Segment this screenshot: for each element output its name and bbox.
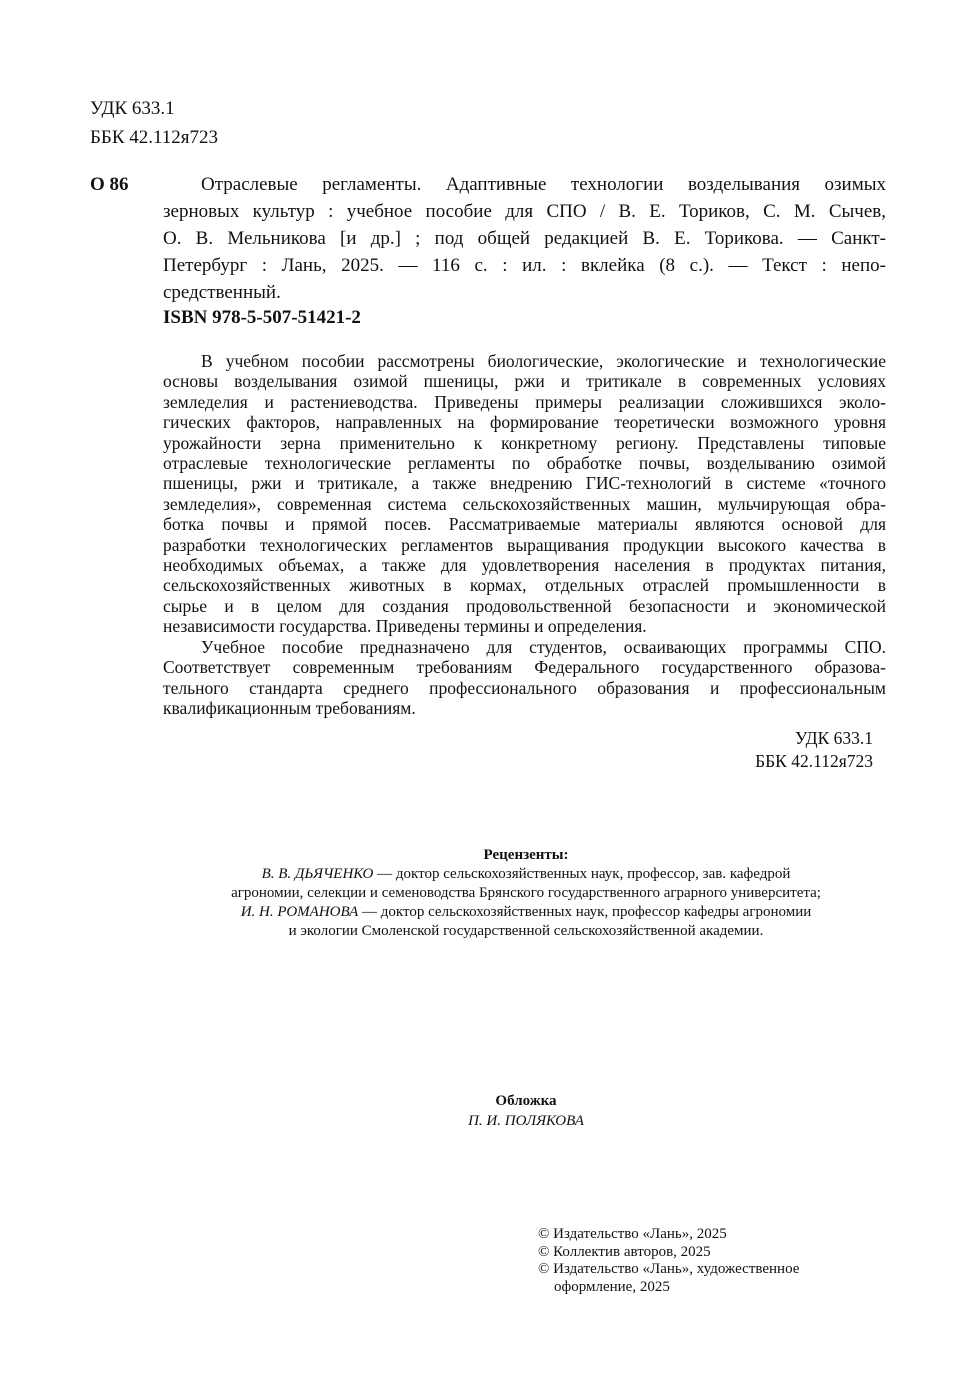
annotation-line: пшеницы, ржи и тритикале, а также внедрению ГИС-технологий в системе «точного: [163, 473, 886, 494]
udk-code: УДК 633.1: [795, 728, 873, 748]
reviewer-2: [0, 903, 976, 922]
top-classification-codes: [90, 94, 218, 152]
annotation-line: основы возделывания озимой пшеницы, ржи и тритикале в современных условиях: [163, 371, 886, 392]
bibliographic-description: [163, 171, 886, 306]
reviewer-1-description: — доктор сельскохозяйственных наук, профессор, зав. кафедрой: [373, 866, 791, 882]
copyright-line: оформление, 2025: [554, 1278, 670, 1295]
annotation-line: сельскохозяйственных животных в кормах, отдельных отраслей промышленности в: [163, 575, 886, 596]
annotation-line: В учебном пособии рассмотрены биологические, экологические и технологические: [201, 351, 886, 371]
copyright-line: © Коллектив авторов, 2025: [538, 1243, 711, 1260]
annotation-line: гических факторов, направленных на формирование теоретически возможного уровня: [163, 412, 886, 433]
annotation-line: ботка почвы и прямой посев. Рассматриваемые материалы являются основой для: [163, 514, 886, 535]
annotation-line: отраслевые технологические регламенты по обработке почвы, возделыванию озимой: [163, 453, 886, 474]
isbn: ISBN 978-5-507-51421-2: [163, 307, 361, 328]
copyright-notice: [538, 1226, 799, 1296]
reviewers-heading: Рецензенты:: [483, 847, 569, 863]
reviewer-2-name: И. Н. РОМАНОВА: [240, 904, 359, 920]
copyright-line: © Издательство «Лань», 2025: [538, 1226, 727, 1242]
annotation-line: тельного стандарта среднего профессионального образования и профессиональным: [163, 677, 886, 698]
bottom-classification-codes: [755, 727, 873, 773]
cover-credit: [0, 1091, 976, 1131]
biblio-line: О. В. Мельникова [и др.] ; под общей редакцией В. Е. Торикова. — Санкт-: [163, 228, 886, 249]
annotation-line: урожайности зерна применительно к конкретному региону. Представлены типовые: [163, 432, 886, 453]
annotation-line: квалификационным требованиям.: [163, 697, 416, 718]
reviewer-1-name: В. В. ДЬЯЧЕНКО: [261, 866, 374, 882]
biblio-line: Петербург : Лань, 2025. — 116 с. : ил. : вклейка (8 с.). — Текст : непо-: [163, 255, 886, 276]
reviewer-1: [0, 865, 976, 884]
biblio-line: Отраслевые регламенты. Адаптивные технологии возделывания озимых: [201, 174, 886, 195]
annotation-line: земледелия и растениеводства. Приведены примеры реализации сложившихся эколо-: [163, 391, 886, 412]
annotation-line: независимости государства. Приведены термины и определения.: [163, 616, 647, 637]
annotation-line: сырье и в целом для создания продовольственной безопасности и экономической: [163, 595, 886, 616]
cover-artist: П. И. ПОЛЯКОВА: [468, 1113, 584, 1129]
biblio-line: зерновых культур : учебное пособие для СПО / В. Е. Ториков, С. М. Сычев,: [163, 201, 886, 222]
cover-heading: Обложка: [495, 1093, 557, 1109]
annotation-line: необходимых объемах, а также для удовлетворения населения в продуктах питания,: [163, 555, 886, 576]
udk-code: УДК 633.1: [90, 98, 175, 119]
reviewer-2-description: — доктор сельскохозяйственных наук, профессор кафедры агрономии: [358, 904, 812, 920]
annotation-line: Учебное пособие предназначено для студентов, осваивающих программы СПО.: [201, 636, 886, 657]
annotation-line: разработки технологических регламентов выращивания продукции высокого качества в: [163, 534, 886, 555]
biblio-line: средственный.: [163, 282, 281, 303]
bbk-code: ББК 42.112я723: [755, 751, 873, 771]
bbk-code: ББК 42.112я723: [90, 127, 219, 148]
annotation-line: земледелия», современная система сельскохозяйственных машин, мульчирующая обра-: [163, 493, 886, 514]
annotation-line: Соответствует современным требованиям Федерального государственного образова-: [163, 657, 886, 678]
reviewer-2-affiliation: и экологии Смоленской государственной сельскохозяйственной академии.: [288, 923, 764, 939]
author-mark: О 86: [90, 174, 129, 195]
annotation: [163, 351, 886, 718]
reviewers-section: [0, 846, 976, 941]
copyright-line: © Издательство «Лань», художественное: [538, 1261, 800, 1277]
reviewer-1-affiliation: агрономии, селекции и семеноводства Брянского государственного аграрного университета;: [231, 885, 821, 901]
